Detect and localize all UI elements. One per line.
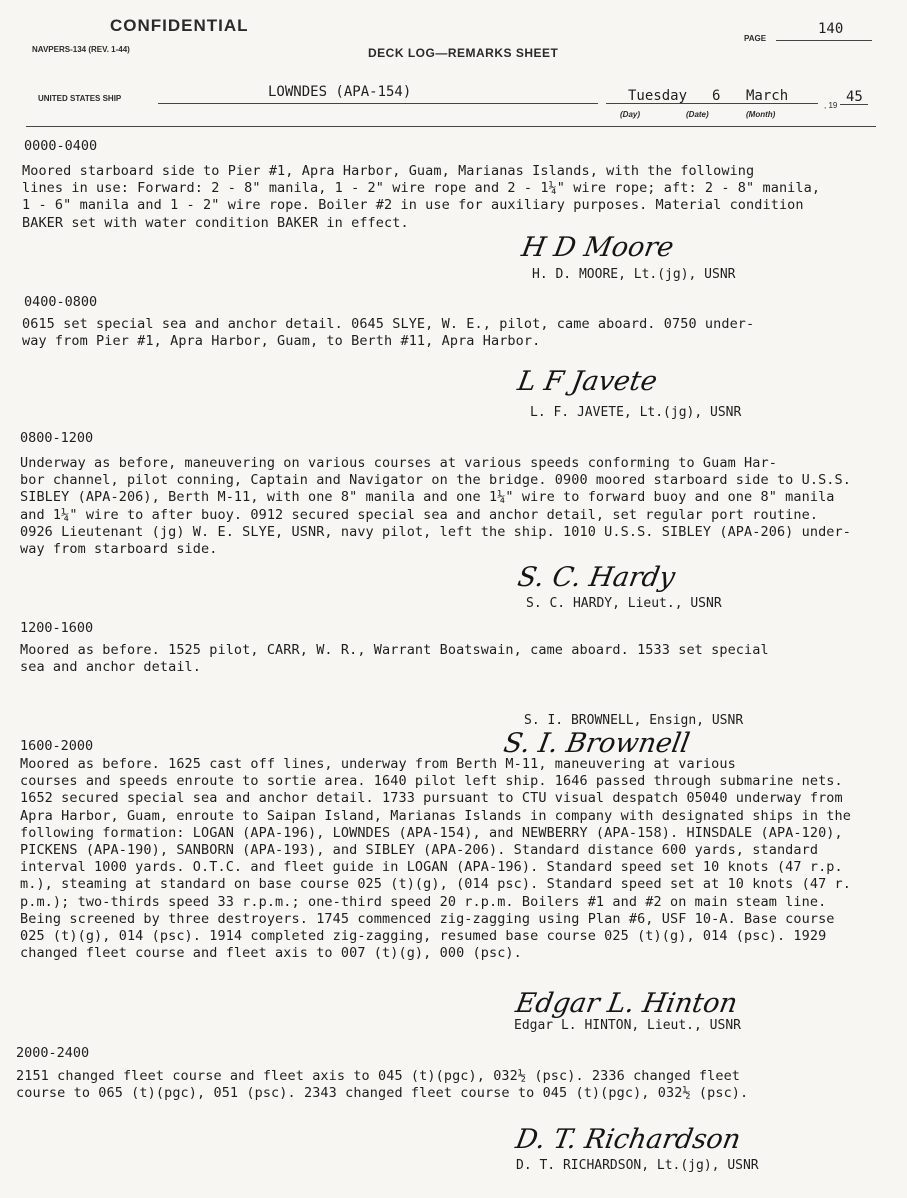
day-label: (Day): [620, 110, 641, 119]
watch-period-1200: 1200-1600: [20, 620, 94, 636]
signed-name-hardy: S. C. HARDY, Lieut., USNR: [526, 596, 722, 611]
ship-line: [158, 103, 598, 104]
watch-remarks-1200: Moored as before. 1525 pilot, CARR, W. R., Warrant Boatswain, came aboard. 1533 set special sea and anchor detail.: [20, 642, 769, 676]
signature-richardson: D. T. Richardson: [513, 1124, 744, 1155]
watch-remarks-2000: 2151 changed fleet course and fleet axis to 045 (t)(pgc), 032½ (psc). 2336 changed fleet course to 065 (t)(pgc), 051 (psc). 2343 changed fleet course to 045 (t)(pgc), 032½ (psc).: [16, 1068, 749, 1102]
signed-name-richardson: D. T. RICHARDSON, Lt.(jg), USNR: [516, 1158, 759, 1173]
watch-period-0000: 0000-0400: [24, 138, 98, 154]
watch-remarks-0800: Underway as before, maneuvering on various courses at various speeds conforming to Guam Har- bor channel, pilot conning, Captain and Navigator on the bridge. 0900 moored starboard side to U.S.S. SIBLEY (APA-206), Berth M-11, with one 8" manila and one 1¼" wire to forward buoy and one 8" manila and 1¼" wire to after buoy. 0912 secured special sea and anchor detail, set regular port routine. 0926 Lieutenant (jg) W. E. SLYE, USNR, navy pilot, left the ship. 1010 U.S.S. SIBLEY (APA-206) under- way from starboard side.: [20, 455, 851, 558]
ship-label: UNITED STATES SHIP: [38, 94, 122, 103]
ship-name: LOWNDES (APA-154): [268, 84, 412, 100]
signed-name-moore: H. D. MOORE, Lt.(jg), USNR: [532, 267, 736, 282]
year-value: 45: [846, 89, 863, 105]
signature-moore: H D Moore: [519, 232, 677, 263]
signed-name-hinton: Edgar L. HINTON, Lieut., USNR: [514, 1018, 741, 1033]
signature-hardy: S. C. Hardy: [515, 562, 678, 593]
watch-period-0400: 0400-0800: [24, 294, 98, 310]
page-number: 140: [818, 21, 844, 37]
header-rule: [26, 126, 876, 127]
signed-name-brownell: S. I. BROWNELL, Ensign, USNR: [524, 713, 744, 728]
form-number: NAVPERS-134 (REV. 1-44): [32, 45, 130, 54]
classification-label: CONFIDENTIAL: [110, 16, 249, 35]
page-label: PAGE: [744, 34, 767, 43]
signature-hinton: Edgar L. Hinton: [513, 988, 740, 1019]
sheet-title: DECK LOG—REMARKS SHEET: [368, 46, 559, 60]
signed-name-javete: L. F. JAVETE, Lt.(jg), USNR: [530, 405, 742, 420]
page-number-line: [776, 40, 872, 41]
date-label: (Date): [686, 110, 709, 119]
month-label: (Month): [746, 110, 776, 119]
watch-remarks-1600: Moored as before. 1625 cast off lines, underway from Berth M-11, maneuvering at various courses and speeds enroute to sortie area. 1640 pilot left ship. 1646 passed through submarine nets. 1652 secured special sea and anchor detail. 1733 pursuant to CTU visual despatch 05040 underway from Apra Harbor, Guam, enroute to Saipan Island, Marianas Islands in company with designated ships in the following formation: LOGAN (APA-196), LOWNDES (APA-154), and NEWBERRY (APA-158). HINSDALE (APA-120), PICKENS (APA-190), SANBORN (APA-193), and SIBLEY (APA-206). Standard distance 600 yards, standard interval 1000 yards. O.T.C. and fleet guide in LOGAN (APA-196). Standard speed set 10 knots (47 r.p. m.), steaming at standard on base course 025 (t)(g), (014 psc). Standard speed set at 10 knots (47 r. p.m.); two-thirds speed 33 r.p.m.; one-third speed 20 r.p.m. Boilers #1 and #2 on main steam line. Being screened by three destroyers. 1745 commenced zig-zagging using Plan #6, USF 10-A. Base course 025 (t)(g), 014 (psc). 1914 completed zig-zagging, resumed base course 025 (t)(g), 014 (psc). 1929 changed fleet course and fleet axis to 007 (t)(g), 000 (psc).: [20, 756, 851, 962]
signature-javete: L F Javete: [515, 366, 660, 397]
watch-remarks-0000: Moored starboard side to Pier #1, Apra Harbor, Guam, Marianas Islands, with the following lines in use: Forward: 2 - 8" manila, 1 - 2" wire rope and 2 - 1¼" wire rope; aft: 2 - 8" manila, 1 - 6" manila and 1 - 2" wire rope. Boiler #2 in use for auxiliary purposes. Material condition BAKER set with water condition BAKER in effect.: [22, 163, 821, 231]
watch-period-0800: 0800-1200: [20, 430, 94, 446]
date-value: 6: [712, 88, 721, 104]
watch-period-1600: 1600-2000: [20, 738, 94, 754]
year-prefix: , 19: [824, 101, 838, 110]
watch-remarks-0400: 0615 set special sea and anchor detail. 0645 SLYE, W. E., pilot, came aboard. 0750 under- way from Pier #1, Apra Harbor, Guam, to Berth #11, Apra Harbor.: [22, 316, 755, 350]
watch-period-2000: 2000-2400: [16, 1045, 90, 1061]
signature-brownell: S. I. Brownell: [501, 728, 693, 759]
day-value: Tuesday: [628, 88, 688, 104]
month-value: March: [746, 88, 789, 104]
